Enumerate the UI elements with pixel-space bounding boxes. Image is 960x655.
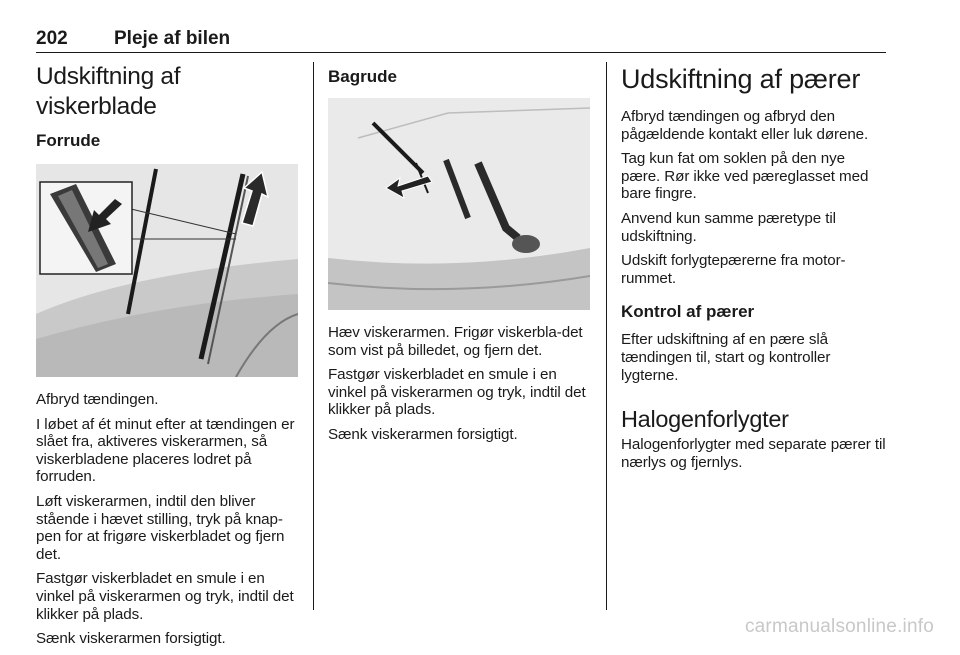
section-title-bulb-replacement: Udskiftning af pærer bbox=[621, 64, 861, 94]
paragraph: Tag kun fat om soklen på den nye pære. Rør ikke ved pæreglasset med bare fingre. bbox=[621, 150, 869, 203]
page-number: 202 bbox=[36, 28, 68, 49]
windscreen-wiper-illustration bbox=[36, 164, 298, 377]
paragraph: Sænk viskerarmen forsigtigt. bbox=[328, 425, 518, 443]
column-divider bbox=[313, 62, 314, 610]
page-header bbox=[36, 28, 886, 53]
front-wiper-instructions bbox=[36, 391, 298, 648]
bulb-intro bbox=[621, 108, 887, 287]
chapter-title: Pleje af bilen bbox=[114, 28, 231, 49]
paragraph: Afbryd tændingen. bbox=[36, 391, 159, 408]
paragraph: Fastgør viskerbladet en smule i en vinkel på viskerarmen og tryk, indtil det klikker på plads. bbox=[36, 570, 294, 623]
column-front-wiper bbox=[36, 62, 298, 655]
rear-wiper-instructions bbox=[328, 324, 590, 444]
section-title-halogen: Halogenforlygter bbox=[621, 406, 789, 433]
paragraph: Løft viskerarmen, indtil den bliver stående i hævet stilling, tryk på knap-pen for at frigøre viskerbladet og fjern det. bbox=[36, 492, 285, 563]
bulb-check-text bbox=[621, 331, 887, 384]
halogen-text bbox=[621, 436, 887, 471]
paragraph: Sænk viskerarmen forsigtigt. bbox=[36, 630, 226, 648]
watermark: carmanualsonline.info bbox=[744, 616, 934, 637]
paragraph: Efter udskiftning af en pære slå tændingen til, start og kontroller lygterne. bbox=[621, 331, 831, 384]
section-title-wiper-blades: Udskiftning af viskerblade bbox=[36, 63, 181, 120]
column-bulbs bbox=[621, 62, 887, 478]
paragraph: Hæv viskerarmen. Frigør viskerbla-det som vist på billedet, og fjern det. bbox=[328, 324, 583, 359]
subsection-title-rear-window: Bagrude bbox=[328, 67, 397, 86]
column-divider bbox=[606, 62, 607, 610]
paragraph: Fastgør viskerbladet en smule i en vinkel på viskerarmen og tryk, indtil det klikker på plads. bbox=[328, 366, 586, 419]
paragraph: I løbet af ét minut efter at tændingen er slået fra, aktiveres viskerarmen, så viskerbladene placeres lodret på forruden. bbox=[36, 415, 295, 486]
paragraph: Udskift forlygtepærerne fra motor-rummet. bbox=[621, 252, 846, 287]
subsection-title-bulb-check: Kontrol af pærer bbox=[621, 302, 755, 322]
paragraph: Afbryd tændingen og afbryd den pågældende kontakt eller luk dørene. bbox=[621, 108, 869, 143]
column-rear-wiper bbox=[328, 62, 590, 451]
subsection-title-windscreen: Forrude bbox=[36, 131, 101, 150]
paragraph: Anvend kun samme pæretype til udskiftning. bbox=[621, 209, 836, 245]
rear-wiper-illustration bbox=[328, 98, 590, 310]
paragraph: Halogenforlygter med separate pærer til nærlys og fjernlys. bbox=[621, 436, 886, 471]
